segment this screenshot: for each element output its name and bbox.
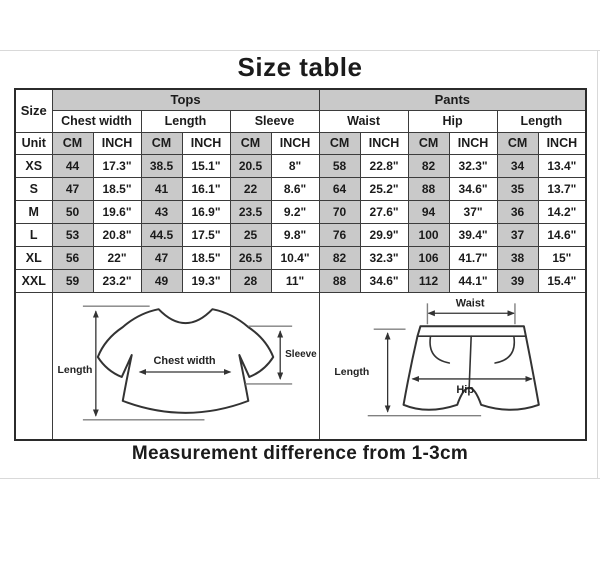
value-cell: 44.1" <box>449 269 497 292</box>
value-cell: 76 <box>319 223 360 246</box>
value-cell: 35 <box>497 177 538 200</box>
value-cell: 50 <box>52 200 93 223</box>
col-header-pants-length: Length <box>497 110 586 132</box>
value-cell: 82 <box>408 154 449 177</box>
shorts-diagram-cell <box>319 292 586 440</box>
photo-frame-bottom-line <box>0 478 600 479</box>
value-cell: 58 <box>319 154 360 177</box>
unit-cm: CM <box>497 132 538 154</box>
diagram-row <box>15 292 586 440</box>
value-cell: 19.6" <box>93 200 141 223</box>
value-cell: 36 <box>497 200 538 223</box>
value-cell: 100 <box>408 223 449 246</box>
value-cell: 20.8" <box>93 223 141 246</box>
value-cell: 27.6" <box>360 200 408 223</box>
value-cell: 9.2" <box>271 200 319 223</box>
col-header-tops-length: Length <box>141 110 230 132</box>
value-cell: 38 <box>497 246 538 269</box>
value-cell: 37" <box>449 200 497 223</box>
table-row <box>15 177 586 200</box>
value-cell: 32.3" <box>449 154 497 177</box>
value-cell: 37 <box>497 223 538 246</box>
value-cell: 25 <box>230 223 271 246</box>
value-cell: 15.4" <box>538 269 586 292</box>
col-header-hip: Hip <box>408 110 497 132</box>
value-cell: 39.4" <box>449 223 497 246</box>
group-header-tops: Tops <box>52 89 319 110</box>
measurement-difference-note: Measurement difference from 1-3cm <box>131 443 469 464</box>
unit-inch: INCH <box>360 132 408 154</box>
value-cell: 49 <box>141 269 182 292</box>
row-label-m: M <box>15 200 52 223</box>
value-cell: 41 <box>141 177 182 200</box>
value-cell: 44 <box>52 154 93 177</box>
value-cell: 17.3" <box>93 154 141 177</box>
unit-inch: INCH <box>538 132 586 154</box>
unit-inch: INCH <box>182 132 230 154</box>
unit-inch: INCH <box>93 132 141 154</box>
diagram-row-empty-cell <box>15 292 52 440</box>
value-cell: 112 <box>408 269 449 292</box>
tshirt-measurement-diagram-icon <box>53 293 319 439</box>
size-table <box>14 88 587 441</box>
row-label-xl: XL <box>15 246 52 269</box>
value-cell: 23.5 <box>230 200 271 223</box>
value-cell: 9.8" <box>271 223 319 246</box>
unit-header: Unit <box>15 132 52 154</box>
shorts-measurement-diagram-icon <box>320 293 586 439</box>
value-cell: 88 <box>319 269 360 292</box>
unit-cm: CM <box>52 132 93 154</box>
col-header-sleeve: Sleeve <box>230 110 319 132</box>
value-cell: 32.3" <box>360 246 408 269</box>
value-cell: 70 <box>319 200 360 223</box>
value-cell: 18.5" <box>182 246 230 269</box>
row-label-xs: XS <box>15 154 52 177</box>
value-cell: 94 <box>408 200 449 223</box>
table-row <box>15 269 586 292</box>
table-row <box>15 246 586 269</box>
unit-inch: INCH <box>449 132 497 154</box>
value-cell: 10.4" <box>271 246 319 269</box>
value-cell: 22 <box>230 177 271 200</box>
tshirt-sleeve-label: Sleeve <box>284 348 317 360</box>
value-cell: 47 <box>141 246 182 269</box>
page-title: Size table <box>237 52 363 82</box>
unit-cm: CM <box>319 132 360 154</box>
value-cell: 47 <box>52 177 93 200</box>
row-label-s: S <box>15 177 52 200</box>
value-cell: 64 <box>319 177 360 200</box>
table-row <box>15 200 586 223</box>
value-cell: 22.8" <box>360 154 408 177</box>
value-cell: 22" <box>93 246 141 269</box>
value-cell: 14.6" <box>538 223 586 246</box>
value-cell: 15" <box>538 246 586 269</box>
value-cell: 106 <box>408 246 449 269</box>
unit-inch: INCH <box>271 132 319 154</box>
value-cell: 53 <box>52 223 93 246</box>
value-cell: 41.7" <box>449 246 497 269</box>
value-cell: 20.5 <box>230 154 271 177</box>
value-cell: 11" <box>271 269 319 292</box>
photo-frame-top-line <box>0 50 600 51</box>
value-cell: 44.5 <box>141 223 182 246</box>
value-cell: 56 <box>52 246 93 269</box>
value-cell: 8.6" <box>271 177 319 200</box>
tshirt-diagram-cell <box>52 292 319 440</box>
tshirt-chest-width-label: Chest width <box>152 354 216 367</box>
photo-frame-right-line <box>597 50 598 478</box>
value-cell: 13.7" <box>538 177 586 200</box>
value-cell: 15.1" <box>182 154 230 177</box>
row-label-l: L <box>15 223 52 246</box>
value-cell: 26.5 <box>230 246 271 269</box>
value-cell: 16.9" <box>182 200 230 223</box>
value-cell: 18.5" <box>93 177 141 200</box>
size-corner-header: Size <box>15 89 52 132</box>
value-cell: 13.4" <box>538 154 586 177</box>
value-cell: 34.6" <box>449 177 497 200</box>
value-cell: 38.5 <box>141 154 182 177</box>
value-cell: 39 <box>497 269 538 292</box>
value-cell: 23.2" <box>93 269 141 292</box>
value-cell: 59 <box>52 269 93 292</box>
value-cell: 43 <box>141 200 182 223</box>
unit-cm: CM <box>230 132 271 154</box>
value-cell: 34 <box>497 154 538 177</box>
value-cell: 14.2" <box>538 200 586 223</box>
value-cell: 82 <box>319 246 360 269</box>
shorts-waist-label: Waist <box>455 296 485 309</box>
value-cell: 34.6" <box>360 269 408 292</box>
shorts-length-label: Length <box>333 366 369 378</box>
col-header-chest-width: Chest width <box>52 110 141 132</box>
tshirt-length-label: Length <box>57 364 92 376</box>
value-cell: 28 <box>230 269 271 292</box>
row-label-xxl: XXL <box>15 269 52 292</box>
value-cell: 16.1" <box>182 177 230 200</box>
value-cell: 29.9" <box>360 223 408 246</box>
unit-cm: CM <box>141 132 182 154</box>
col-header-waist: Waist <box>319 110 408 132</box>
value-cell: 88 <box>408 177 449 200</box>
value-cell: 17.5" <box>182 223 230 246</box>
value-cell: 19.3" <box>182 269 230 292</box>
table-row <box>15 223 586 246</box>
shorts-hip-label: Hip <box>455 383 474 396</box>
table-row <box>15 154 586 177</box>
value-cell: 25.2" <box>360 177 408 200</box>
unit-cm: CM <box>408 132 449 154</box>
group-header-pants: Pants <box>319 89 586 110</box>
value-cell: 8" <box>271 154 319 177</box>
